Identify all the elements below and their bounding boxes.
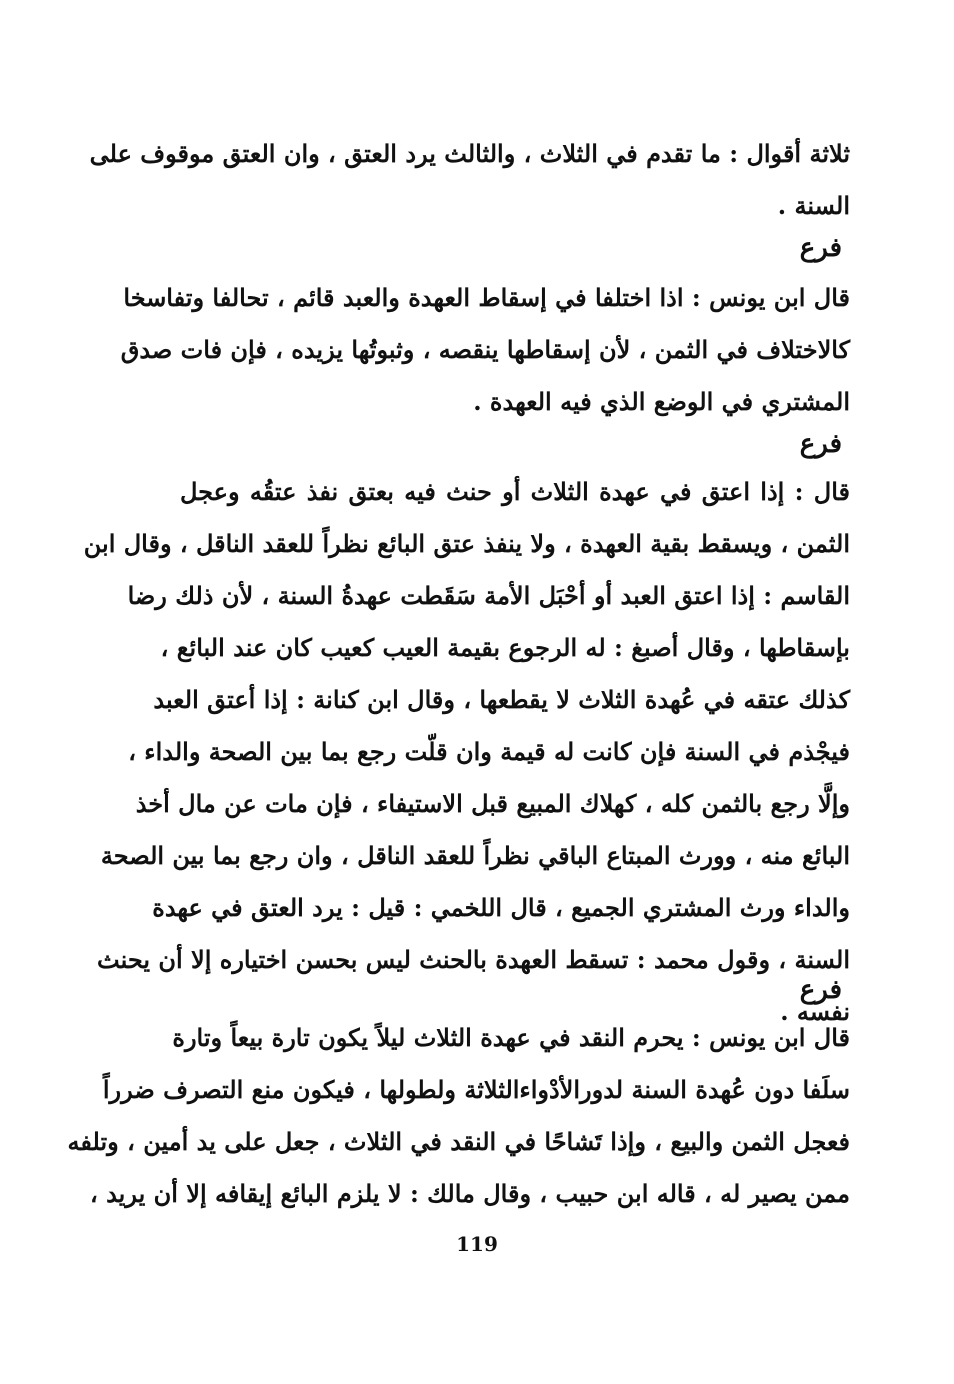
text-line: البائع منه ، وورث المبتاع الباقي نظراً للعقد الناقل ، وان رجع بما بين الصحة <box>100 841 850 870</box>
text-line: السنة ، وقول محمد : تسقط العهدة بالحنث ليس بحسن اختياره إلا أن يحنث <box>97 945 850 974</box>
text-line: وإلَّا رجع بالثمن كله ، كهلاك المبيع قبل الاستيفاء ، فإن مات عن مال أخذ <box>135 789 850 818</box>
page-number: 119 <box>456 1232 498 1256</box>
text-line: السنة . <box>777 191 850 220</box>
paragraph-2 <box>120 272 850 428</box>
section-heading-1: فرع <box>799 233 842 263</box>
text-line: قال : إذا اعتق في عهدة الثلاث أو حنث فيه بعتق نفذ عتقُه وعجل <box>180 477 850 506</box>
text-line: نفسه . <box>780 997 850 1026</box>
section-heading-2: فرع <box>799 429 842 459</box>
text-line: سلَفا دون عُهدة السنة لدورالأدْواءالثلاثة ولطولها ، فيكون منع التصرف ضرراً <box>102 1075 850 1104</box>
paragraph-3 <box>83 466 850 1038</box>
text-line: ثلاثة أقوال : ما تقدم في الثلاث ، والثالث يرد العتق ، وان العتق موقوف على <box>89 139 850 168</box>
text-line: فيجْذم في السنة فإن كانت له قيمة وان قلّت رجع بما بين الصحة والداء ، <box>128 737 850 766</box>
paragraph-1 <box>89 128 850 232</box>
paragraph-4 <box>67 1012 850 1220</box>
section-heading-3: فرع <box>799 975 842 1005</box>
text-line: بإسقاطها ، وقال أصبغ : له الرجوع بقيمة العيب كعيب كان عند البائع ، <box>160 633 850 662</box>
text-line: ممن يصير له ، قاله ابن حبيب ، وقال مالك : لا يلزم البائع إيقافه إلا أن يريد ، <box>89 1179 850 1208</box>
text-line: كالاختلاف في الثمن ، لأن إسقاطها ينقصه ، وثبوتُها يزيده ، فإن فات صدق <box>120 335 850 364</box>
text-line: فعجل الثمن والبيع ، وإذا تَشاحًا في النقد في الثلاث ، جعل على يد أمين ، وتلفه <box>67 1127 850 1156</box>
text-line: قال ابن يونس : اذا اختلفا في إسقاط العهدة والعبد قائم ، تحالفا وتفاسخا <box>123 283 850 312</box>
text-line: الثمن ، ويسقط بقية العهدة ، ولا ينفذ عتق البائع نظراً للعقد الناقل ، وقال ابن <box>83 529 850 558</box>
text-line: المشتري في الوضع الذي فيه العهدة . <box>473 387 850 416</box>
text-line: والداء ورث المشتري الجميع ، قال اللخمي : قيل : يرد العتق في عهدة <box>152 893 850 922</box>
text-line: قال ابن يونس : يحرم النقد في عهدة الثلاث ليلاً يكون تارة بيعاً وتارة <box>172 1023 850 1052</box>
text-line: كذلك عتقه في عُهدة الثلاث لا يقطعها ، وقال ابن كنانة : إذا أعتق العبد <box>153 685 850 714</box>
text-line: القاسم : إذا اعتق العبد أو أحْبَل الأمة سَقَطت عهدةُ السنة ، لأن ذلك رضا <box>127 581 850 610</box>
